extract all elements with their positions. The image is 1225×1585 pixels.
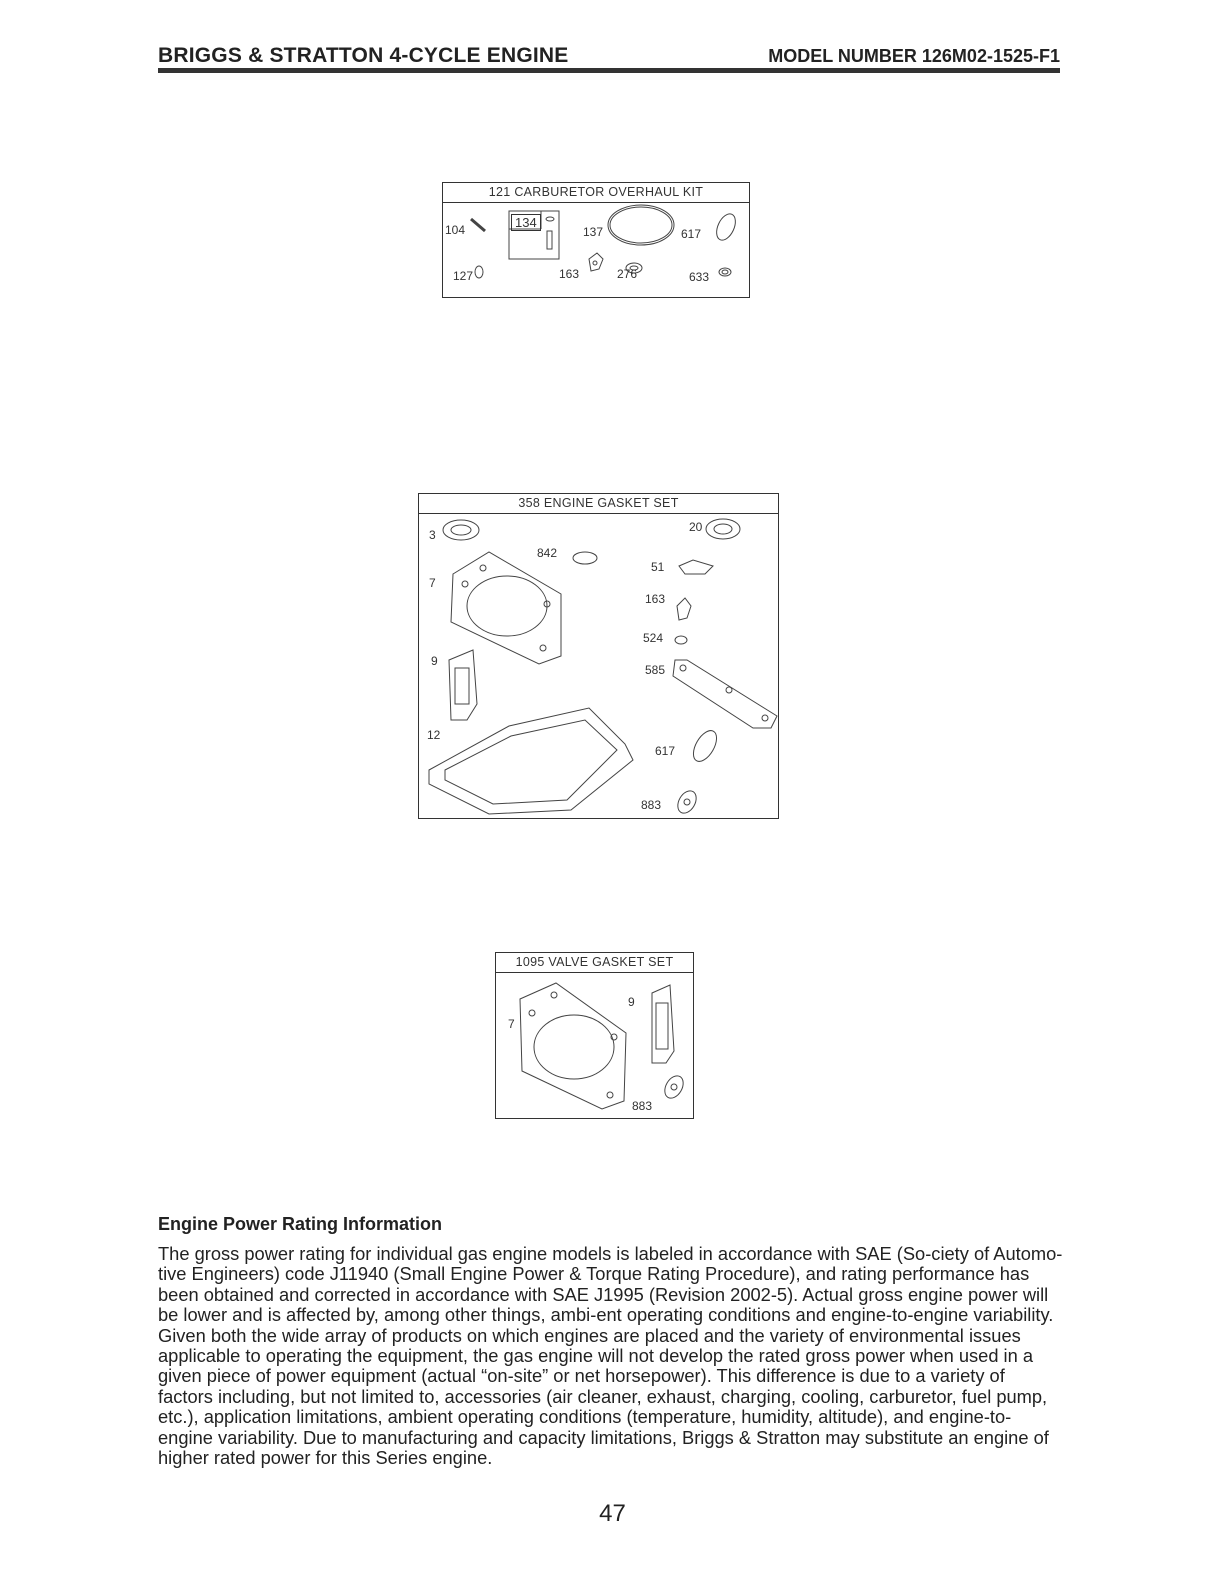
part-617-drawing [713,211,739,243]
part-label-617: 617 [655,744,676,758]
part-label-137: 137 [583,225,604,239]
part-127-drawing [475,266,483,278]
kit-title: 358 ENGINE GASKET SET [419,494,778,514]
header-rule [158,68,1060,73]
part-label-163: 163 [559,267,580,281]
part-883-drawing [674,788,700,817]
part-20-drawing [706,519,740,539]
part-617-drawing-2 [689,727,722,765]
part-label-12: 12 [427,728,441,742]
part-524-drawing [675,636,687,644]
page-number: 47 [599,1500,626,1527]
part-label-7: 7 [429,576,436,590]
part-842-drawing [573,552,597,564]
header-title: BRIGGS & STRATTON 4-CYCLE ENGINE [158,44,569,67]
part-137-drawing [608,205,674,245]
part-label-20: 20 [689,520,703,534]
part-label-134: 134 [511,214,541,231]
part-label-617: 617 [681,227,702,241]
part-label-633: 633 [689,270,710,284]
part-label-127: 127 [453,269,474,283]
part-label-9: 9 [431,654,438,668]
part-label-883: 883 [632,1099,653,1113]
part-label-524: 524 [643,631,664,645]
engine-gasket-set-panel [418,493,779,819]
part-633-drawing [719,268,731,276]
part-51-drawing [679,560,713,574]
part-883-drawing-3 [661,1073,687,1102]
part-label-51: 51 [651,560,665,574]
part-label-585: 585 [645,663,666,677]
part-label-9: 9 [628,995,635,1009]
valve-gasket-set-panel [495,952,694,1119]
part-9-drawing [449,650,477,720]
section-title: Engine Power Rating Information [158,1214,443,1234]
valve-gasket-illustration [496,973,693,1118]
part-label-163: 163 [645,592,666,606]
part-label-7: 7 [508,1017,515,1031]
kit-title: 121 CARBURETOR OVERHAUL KIT [443,183,749,203]
part-label-3: 3 [429,528,436,542]
part-9-drawing-3 [652,985,674,1063]
kit-title: 1095 VALVE GASKET SET [496,953,693,973]
part-3-drawing [443,520,479,540]
part-163-drawing [589,253,603,271]
part-163-drawing-2 [677,598,691,620]
part-7-drawing-3 [520,983,626,1109]
part-12-drawing [429,708,633,814]
header-model-number: MODEL NUMBER 126M02-1525-F1 [768,46,1060,66]
carburetor-overhaul-kit-panel [442,182,750,298]
part-label-842: 842 [537,546,558,560]
part-104-drawing [471,219,485,231]
part-label-104: 104 [445,223,466,237]
part-585-drawing [673,660,777,728]
section-body: The gross power rating for individual gas engine models is labeled in accordance with SAE (So-ciety of Automo-tive Engineers) code J11940 (Small Engine Power & Torque Rating Procedure), and rating performance has been obtained and corrected in accordance with SAE J1995 (Revision 2002-5). Actual gross engine power will be lower and is affected by, among other things, ambi-ent operating conditions and engine-to-engine variability. Given both the wide array of products on which engines are placed and the variety of environmental issues applicable to operating the equipment, the gas engine will not develop the rated gross power when used in a given piece of power equipment (actual “on-site” or net horsepower). This difference is due to a variety of factors including, but not limited to, accessories (air cleaner, exhaust, charging, cooling, carburetor, fuel pump, etc.), application limitations, ambient operating conditions (temperature, humidity, altitude), and engine-to-engine variability. Due to manufacturing and capacity limitations, Briggs & Stratton may substitute an engine of higher rated power for this Series engine. [158,1243,1063,1469]
part-label-883: 883 [641,798,662,812]
part-label-276: 276 [617,267,638,281]
engine-gasket-illustration [419,514,778,818]
